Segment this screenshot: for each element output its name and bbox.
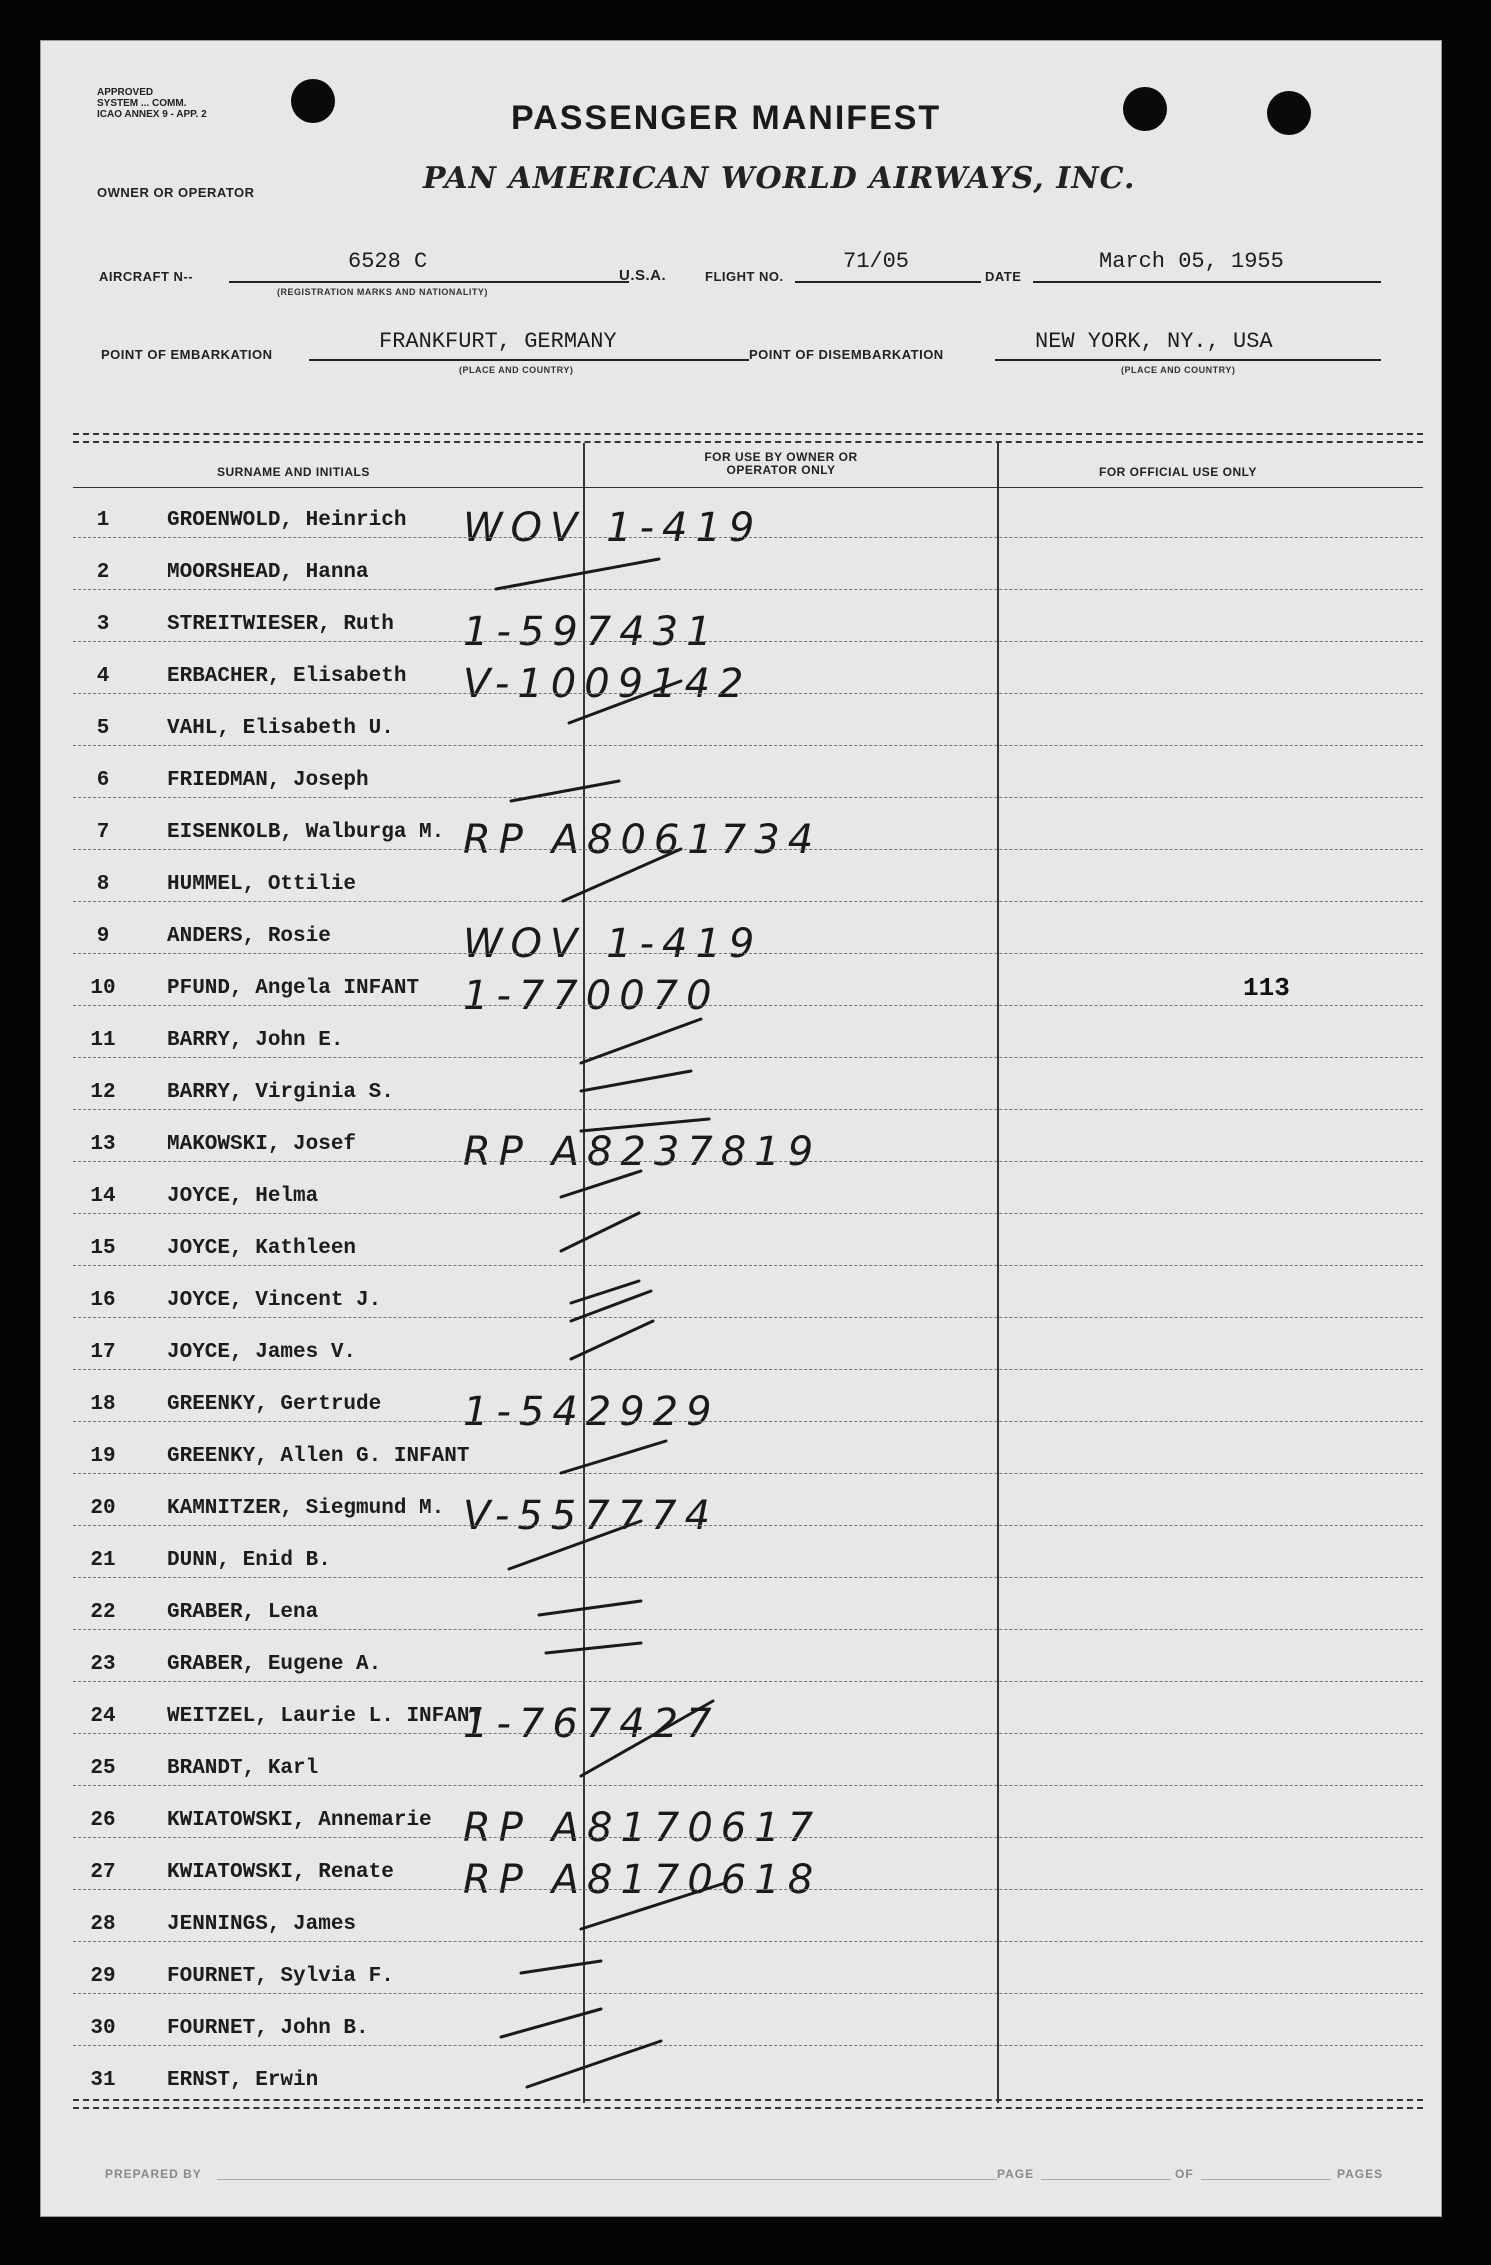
handwritten-note: RP A8170617 xyxy=(463,1805,822,1851)
row-number: 15 xyxy=(90,1237,116,1260)
row-number: 29 xyxy=(90,1965,116,1988)
usa-label: U.S.A. xyxy=(619,267,667,284)
handwritten-note: V-557774 xyxy=(463,1493,719,1539)
row-number: 26 xyxy=(90,1809,116,1832)
row-number: 17 xyxy=(90,1341,116,1364)
row-number: 12 xyxy=(90,1081,116,1104)
passenger-name: BRANDT, Karl xyxy=(167,1757,319,1780)
row-number: 24 xyxy=(90,1705,116,1728)
embarkation-value: FRANKFURT, GERMANY xyxy=(379,329,617,354)
passenger-name: FOURNET, Sylvia F. xyxy=(167,1965,394,1988)
pages-label: PAGES xyxy=(1337,2167,1384,2181)
row-number: 6 xyxy=(96,769,110,792)
check-stroke xyxy=(581,1071,691,1091)
handwritten-note: RP A8170618 xyxy=(463,1857,822,1903)
passenger-name: JOYCE, Helma xyxy=(167,1185,319,1208)
row-number: 20 xyxy=(90,1497,116,1520)
row-number: 31 xyxy=(90,2069,116,2092)
check-stroke xyxy=(571,1291,651,1321)
check-stroke xyxy=(501,2009,601,2037)
row-number: 30 xyxy=(90,2017,116,2040)
check-stroke xyxy=(581,1119,709,1131)
row-number: 1 xyxy=(96,509,110,532)
passenger-name: HUMMEL, Ottilie xyxy=(167,873,357,896)
row-number: 22 xyxy=(90,1601,116,1624)
check-stroke xyxy=(546,1643,641,1653)
approval-line: APPROVED xyxy=(97,87,154,98)
passenger-name: KWIATOWSKI, Annemarie xyxy=(167,1809,432,1832)
row-number: 5 xyxy=(96,717,110,740)
row-number: 16 xyxy=(90,1289,116,1312)
passenger-name: GREENKY, Gertrude xyxy=(167,1393,382,1416)
row-number: 13 xyxy=(90,1133,116,1156)
row-number: 19 xyxy=(90,1445,116,1468)
passenger-name: JOYCE, James V. xyxy=(167,1341,357,1364)
check-stroke xyxy=(511,781,619,801)
disembarkation-caption: (PLACE AND COUNTRY) xyxy=(1121,365,1236,375)
aircraft-label: AIRCRAFT N-- xyxy=(99,269,194,284)
row-number: 25 xyxy=(90,1757,116,1780)
check-stroke xyxy=(509,1521,641,1569)
row-number: 27 xyxy=(90,1861,116,1884)
row-number: 14 xyxy=(90,1185,116,1208)
handwritten-note: RP A8061734 xyxy=(463,817,822,863)
passenger-name: FRIEDMAN, Joseph xyxy=(167,769,369,792)
approval-line: ICAO ANNEX 9 - APP. 2 xyxy=(97,109,207,120)
aircraft-value: 6528 C xyxy=(348,249,428,274)
passenger-name: EISENKOLB, Walburga M. xyxy=(167,821,445,844)
check-stroke xyxy=(496,559,659,589)
row-number: 3 xyxy=(96,613,110,636)
row-number: 10 xyxy=(90,977,116,1000)
manifest-sheet xyxy=(40,40,1442,2217)
prepared-by-line xyxy=(217,2179,997,2180)
row-number: 8 xyxy=(96,873,110,896)
embarkation-caption: (PLACE AND COUNTRY) xyxy=(459,365,574,375)
row-number: 2 xyxy=(96,561,110,584)
row-number: 7 xyxy=(96,821,110,844)
passenger-name: GRABER, Eugene A. xyxy=(167,1653,382,1676)
page-line xyxy=(1041,2179,1171,2180)
disembarkation-label: POINT OF DISEMBARKATION xyxy=(749,347,944,362)
passenger-name: KAMNITZER, Siegmund M. xyxy=(167,1497,445,1520)
passenger-name: MAKOWSKI, Josef xyxy=(167,1133,357,1156)
passenger-name: ANDERS, Rosie xyxy=(167,925,331,948)
passenger-name: MOORSHEAD, Hanna xyxy=(167,561,369,584)
column-header-official-use: FOR OFFICIAL USE ONLY xyxy=(1099,465,1257,479)
date-label: DATE xyxy=(985,269,1022,284)
check-stroke xyxy=(581,1019,701,1063)
handwritten-note: WOV 1-419 xyxy=(463,921,763,967)
flight-no-value: 71/05 xyxy=(843,249,910,274)
passenger-name: BARRY, John E. xyxy=(167,1029,344,1052)
handwritten-note: V-1009142 xyxy=(463,661,752,707)
passenger-name: PFUND, Angela INFANT xyxy=(167,977,420,1000)
check-stroke xyxy=(539,1601,641,1615)
flight-no-label: FLIGHT NO. xyxy=(705,269,784,284)
passenger-name: GREENKY, Allen G. INFANT xyxy=(167,1445,470,1468)
disembarkation-value: NEW YORK, NY., USA xyxy=(1035,329,1273,354)
of-label: OF xyxy=(1175,2167,1194,2181)
check-stroke xyxy=(563,849,681,901)
column-header-owner-use: FOR USE BY OWNER OR OPERATOR ONLY xyxy=(704,450,858,477)
check-stroke xyxy=(521,1961,601,1973)
handwritten-note: WOV 1-419 xyxy=(463,505,763,551)
row-number: 21 xyxy=(90,1549,116,1572)
check-stroke xyxy=(581,1883,725,1929)
passenger-name: ERBACHER, Elisabeth xyxy=(167,665,407,688)
passenger-name: DUNN, Enid B. xyxy=(167,1549,331,1572)
passenger-name: JOYCE, Kathleen xyxy=(167,1237,357,1260)
handwritten-note: 1-770070 xyxy=(463,973,720,1019)
registration-caption: (REGISTRATION MARKS AND NATIONALITY) xyxy=(277,287,488,297)
check-stroke xyxy=(581,1701,713,1776)
handwritten-note: 1-542929 xyxy=(463,1389,720,1435)
column-header-surname: SURNAME AND INITIALS xyxy=(217,465,370,479)
handwritten-strokes xyxy=(41,41,1441,2216)
row-number: 28 xyxy=(90,1913,116,1936)
carrier-name: PAN AMERICAN WORLD AIRWAYS, INC. xyxy=(423,161,1136,196)
page-title: PASSENGER MANIFEST xyxy=(511,99,942,137)
passenger-name: BARRY, Virginia S. xyxy=(167,1081,394,1104)
row-number: 23 xyxy=(90,1653,116,1676)
owner-label: OWNER OR OPERATOR xyxy=(97,185,255,200)
row-number: 11 xyxy=(90,1029,116,1052)
passenger-name: JOYCE, Vincent J. xyxy=(167,1289,382,1312)
row-number: 18 xyxy=(90,1393,116,1416)
passenger-name: WEITZEL, Laurie L. INFANT xyxy=(167,1705,483,1728)
date-value: March 05, 1955 xyxy=(1099,249,1284,274)
check-stroke xyxy=(569,681,681,723)
passenger-name: GROENWOLD, Heinrich xyxy=(167,509,407,532)
passenger-name: GRABER, Lena xyxy=(167,1601,319,1624)
check-stroke xyxy=(527,2041,661,2087)
passenger-name: VAHL, Elisabeth U. xyxy=(167,717,394,740)
official-mark: 113 xyxy=(1243,973,1290,1003)
check-stroke xyxy=(571,1321,653,1359)
passenger-name: FOURNET, John B. xyxy=(167,2017,369,2040)
passenger-name: JENNINGS, James xyxy=(167,1913,357,1936)
approval-line: SYSTEM ... COMM. xyxy=(97,98,187,109)
handwritten-note: 1-597431 xyxy=(463,609,720,655)
passenger-name: ERNST, Erwin xyxy=(167,2069,319,2092)
check-stroke xyxy=(561,1441,666,1473)
page-label: PAGE xyxy=(997,2167,1035,2181)
embarkation-label: POINT OF EMBARKATION xyxy=(101,347,273,362)
row-number: 9 xyxy=(96,925,110,948)
passenger-name: KWIATOWSKI, Renate xyxy=(167,1861,394,1884)
handwritten-note: RP A8237819 xyxy=(463,1129,822,1175)
check-stroke xyxy=(561,1171,641,1197)
passenger-name: STREITWIESER, Ruth xyxy=(167,613,394,636)
handwritten-note: 1-767427 xyxy=(463,1701,720,1747)
row-number: 4 xyxy=(96,665,110,688)
of-line xyxy=(1201,2179,1331,2180)
prepared-by-label: PREPARED BY xyxy=(105,2167,202,2181)
check-stroke xyxy=(561,1213,639,1251)
